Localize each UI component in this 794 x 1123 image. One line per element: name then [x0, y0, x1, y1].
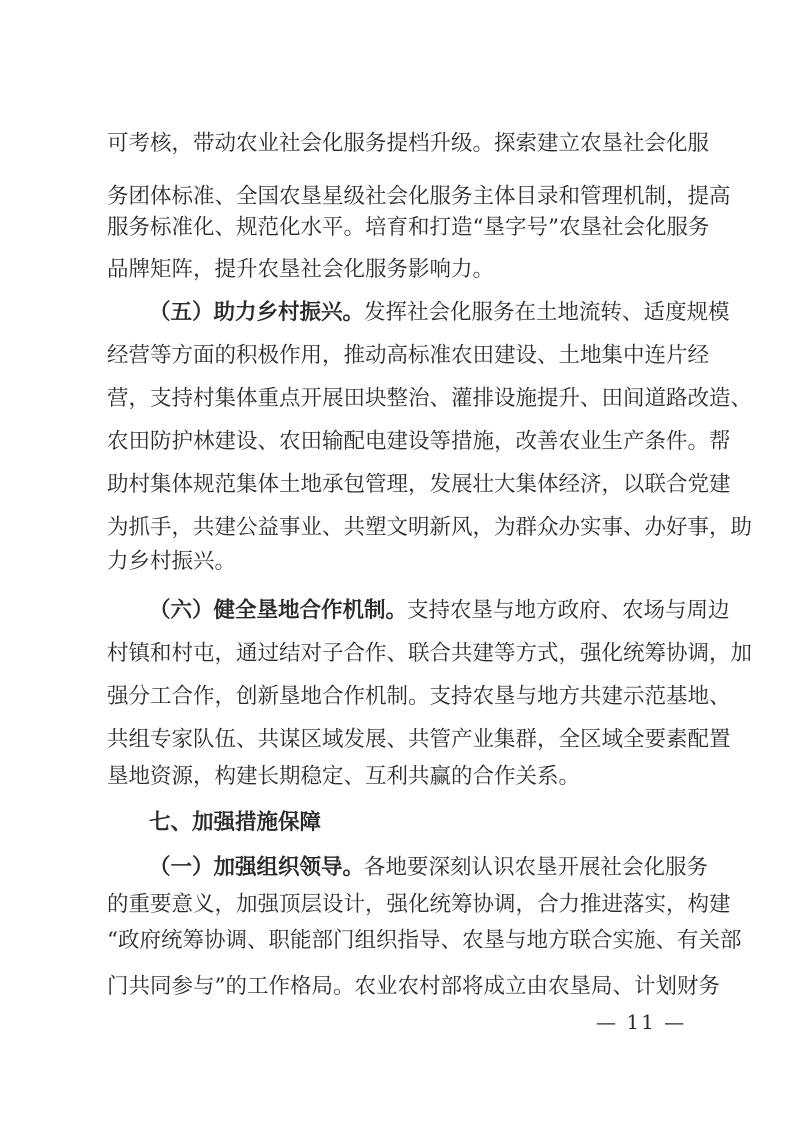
section-heading: 七、加强措施保障 [149, 810, 322, 835]
para2-line-4: 农田防护林建设、农田输配电建设等措施，改善农业生产条件。帮 [107, 429, 731, 454]
para4-line-4: 门共同参与”的工作格局。农业农村部将成立由农垦局、计划财务 [107, 974, 720, 999]
para2-line-2: 经营等方面的积极作用，推动高标准农田建设、土地集中连片经 [107, 343, 710, 368]
para4-line-2: 的重要意义，加强顶层设计，强化统筹协调，合力推进落实，构建 [107, 892, 731, 917]
para3-text: 支持农垦与地方政府、农场与周边 [407, 598, 730, 623]
para2-line-7: 力乡村振兴。 [107, 549, 237, 574]
para3-line-1 [149, 594, 730, 628]
para4-text: 各地要深刻认识农垦开展社会化服务 [364, 855, 709, 880]
para1-line-4: 品牌矩阵，提升农垦社会化服务影响力。 [107, 257, 495, 282]
para3-line-4: 共组专家队伍、共谋区域发展、共管产业集群，全区域全要素配置 [107, 727, 731, 752]
para3-line-2: 村镇和村屯，通过结对子合作、联合共建等方式，强化统筹协调，加 [107, 641, 753, 666]
para4-line-3: “政府统筹协调、职能部门组织指导、农垦与地方联合实施、有关部 [107, 928, 742, 953]
para3-line-5: 垦地资源，构建长期稳定、互利共赢的合作关系。 [107, 764, 581, 789]
para2-line-3: 营，支持村集体重点开展田块整治、灌排设施提升、田间道路改造、 [107, 386, 753, 411]
para2-text: 发挥社会化服务在土地流转、适度规模 [364, 300, 730, 325]
para1-line-3: 服务标准化、规范化水平。培育和打造“垦字号”农垦社会化服务 [107, 215, 710, 240]
para3-title: （六）健全垦地合作机制。 [149, 598, 408, 623]
para1-line-1: 可考核，带动农业社会化服务提档升级。探索建立农垦社会化服 [107, 131, 710, 156]
para2-title: （五）助力乡村振兴。 [149, 300, 365, 325]
para4-line-1 [149, 851, 709, 885]
para1-line-2: 务团体标准、全国农垦星级社会化服务主体目录和管理机制，提高 [107, 184, 731, 209]
para3-line-3: 强分工合作，创新垦地合作机制。支持农垦与地方共建示范基地、 [107, 684, 731, 709]
para4-title: （一）加强组织领导。 [149, 855, 365, 880]
para2-line-6: 为抓手，共建公益事业、共塑文明新风，为群众办实事、办好事，助 [107, 515, 753, 540]
page-number: — 11 — [596, 1010, 687, 1034]
para2-line-1 [149, 296, 730, 330]
para2-line-5: 助村集体规范集体土地承包管理，发展壮大集体经济，以联合党建 [107, 472, 731, 497]
